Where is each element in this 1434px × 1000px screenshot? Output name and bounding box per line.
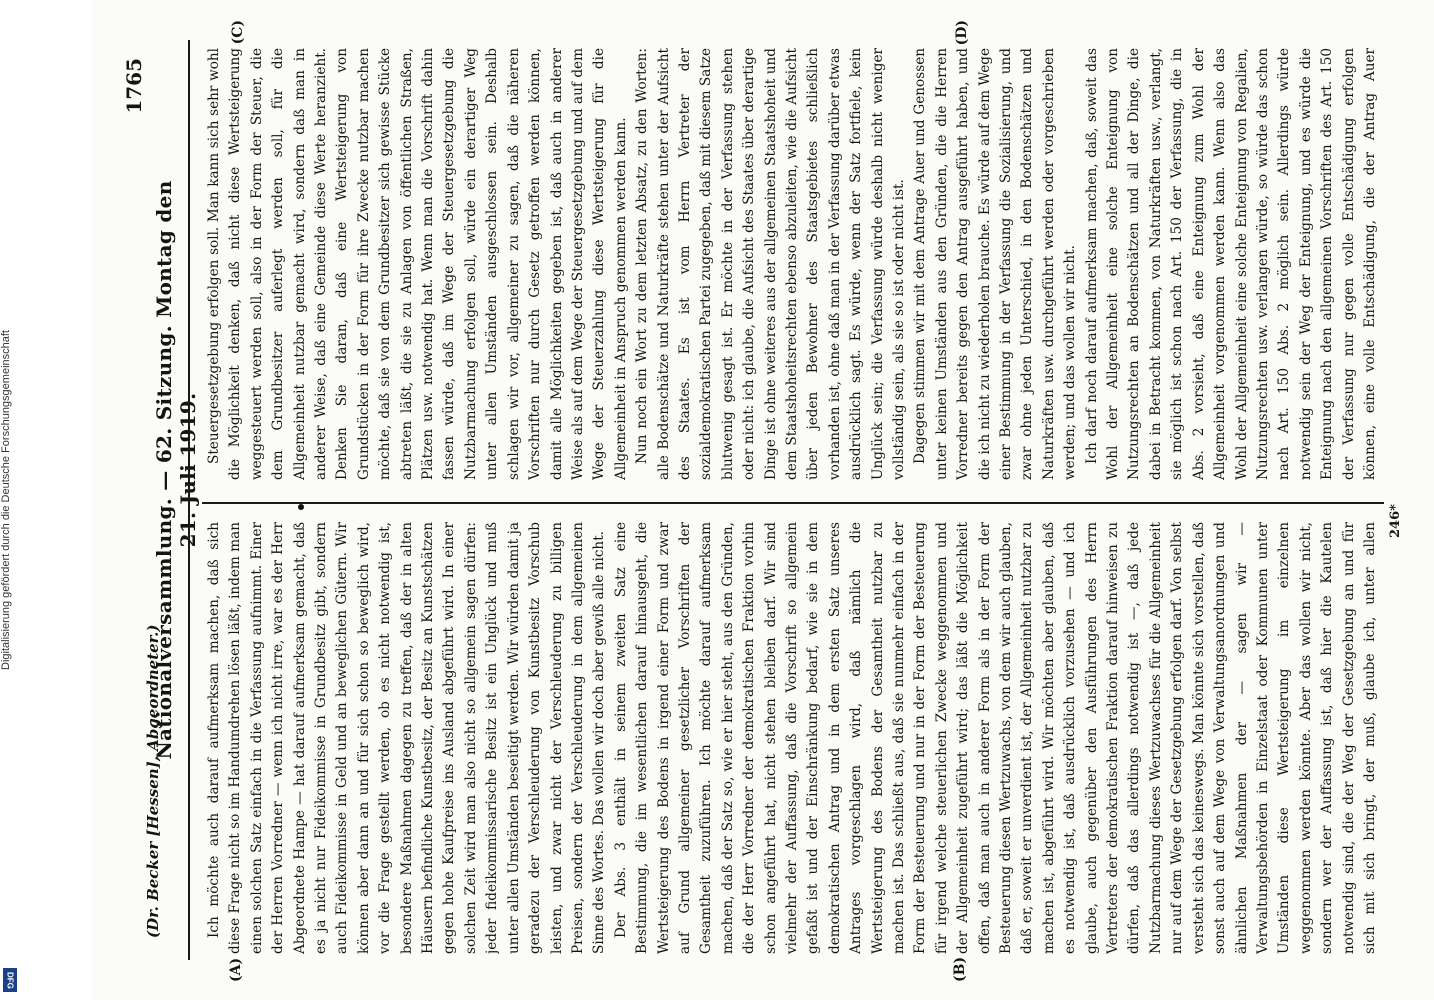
right-column-paragraph: Nun noch ein Wort zu dem letzten Absatz, zu den Worten: alle Bodenschätze und Naturkräfte stehen unter der Aufsicht des Staates. Es ist vom Herrn Vertreter der sozialdemokratischen Partei zugegeben, daß mit diesem Satze blutwenig gesagt ist. Er möchte in der Verfassung stehen oder nicht: ich glaube, die Aufsicht des Staates über derartige Dinge ist ohne weiteres aus der allgemeinen Staatshoheit und dem Staatshoheitsrechten ebenso abzuleiten, wie die Aufsicht über jeden Bewohner des Staatsgebietes schließlich vorhanden ist, ohne daß man in der Verfassung darüber etwas ausdrücklich sagt. Es würde, wenn der Satz fortfiele, kein Unglück sein; die Verfassung würde deshalb nicht weniger vollständig sein, als sie so ist oder nicht ist. (634, 48, 907, 480)
right-column-paragraph: Ich darf noch darauf aufmerksam machen, daß, soweit das Wohl der Allgemeinheit eine solche Enteignung von Nutzungsrechten an Bodenschätzen und all der Dinge, die dabei in Betracht kommen, von Naturkräften usw., verlangt, sie möglich ist schon nach Art. 150 der Verfassung, die in Abs. 2 vorsieht, daß eine Enteignung zum Wohl der Allgemeinheit vorgenommen werden kann. Wenn also das Wohl der Allgemeinheit eine solche Enteignung von Regalien, Nutzungsrechten usw. verlangen würde, so würde das schon nach Art. 150 Abs. 2 möglich sein. Allerdings würde notwendig sein der Weg der Enteignung, und es würde die Enteignung nach den allgemeinen Vorschriften des Art. 150 der Verfassung nur gegen volle Entschädigung erfolgen können, eine volle Entschädigung, die der Antrag Auer (1083, 48, 1378, 480)
document-page (92, 0, 1434, 1000)
margin-mark-a: (A) (228, 957, 244, 982)
left-column-paragraph: Ich möchte auch darauf aufmerksam machen, daß sich diese Frage nicht so im Handumdrehen lösen läßt, indem man einen solchen Satz einfach in die Verfassung aufnimmt. Einer der Herren Vorredner — wenn ich nicht irre, war es der Herr Abgeordnete Hampe — hat darauf aufmerksam gemacht, daß es ja nicht nur Fideikommisse in Grundbesitz gibt, sondern auch Fideikommisse in Geld und an beweglichen Gütern. Wir können aber dann an und für sich schon so beweglich wird, vor die Frage gestellt werden, ob es nicht notwendig ist, besondere Maßnahmen dagegen zu treffen, daß der in alten Häusern befindliche Kunstbesitz, der Besitz an Kunstschätzen gegen hohe Kaufpreise ins Ausland abgeführt wird. In einer solchen Zeit wird man also nicht so allgemein sagen dürfen: jeder fideikommissarische Besitz ist ein Unglück und muß unter allen Umständen beseitigt werden. Wir würden damit ja geradezu der Verschleuderung von Kunstbesitz Vorschub leisten, und zwar nicht der Verschleuderung zu billigen Preisen, sondern der Verschleuderung in dem allgemeinen Sinne des Wortes. Das wollen wir doch aber gewiß alle nicht. (206, 522, 608, 954)
digitization-note-text: Digitalisierung gefördert durch die Deutsche Forschungsgemeinschaft (0, 330, 12, 670)
margin-mark-b: (B) (952, 956, 968, 982)
scanned-page-viewport (92, 0, 1434, 1000)
right-column-paragraph: Dagegen stimmen wir mit dem Antrage Auer und Genossen unter keinen Umständen aus den Gründen, die die Herren Vorredner bereits gegen den Antrag ausgeführt haben, und die ich nicht zu wiederholen brauche. Es würde auf dem Wege einer Bestimmung in der Verfassung die Sozialisierung, und zwar ohne jeden Unterschied, in den Bodenschätzen und Naturkräften usw. durchgeführt werden oder vorgeschrieben werden; und das wollen wir nicht. (912, 48, 1079, 480)
right-text-column (204, 48, 1384, 480)
right-column-paragraph: Steuergesetzgebung erfolgen soll. Man kann sich sehr wohl die Möglichkeit denken, daß nicht diese Wertsteigerung weggesteuert werden soll, also in der Form der Steuer, die dem Grundbesitzer auferlegt werden soll, für die Allgemeinheit nutzbar gemacht wird, sondern daß man in anderer Weise, daß eine Gemeinde diese Werte heranzieht. Denken Sie daran, daß eine Wertsteigerung von Grundstücken in der Form für ihre Zwecke nutzbar machen möchte, daß sie von dem Grundbesitzer sich gewisse Stücke abtreten läßt, die sie zu Anlagen von öffentlichen Straßen, Plätzen usw. notwendig hat. Wenn man die Vorschrift dahin fassen würde, daß im Wege der Steuergesetzgebung die Nutzbarmachung erfolgen soll, würde ein derartiger Weg unter allen Umständen ausgeschlossen sein. Deshalb schlagen wir vor, allgemeiner zu sagen, daß die näheren Vorschriften nur durch Gesetz getroffen werden können, damit alle Möglichkeiten gegeben ist, daß auch in anderer Weise als auf dem Wege der Steuergesetzgebung und auf dem Wege der Steuerzahlung diese Wertsteigerung für die Allgemeinheit in Anspruch genommen werden kann. (206, 48, 629, 480)
sheet-signature: 246* (1388, 504, 1403, 538)
margin-mark-d: (D) (954, 20, 970, 46)
column-divider (202, 502, 1384, 504)
page-title: Nationalversammlung. — 62. Sitzung. Montag den 21. Juli 1919. (152, 180, 200, 760)
page-header (92, 0, 200, 1000)
margin-mark-c: (C) (230, 20, 246, 45)
column-bullet (298, 504, 304, 510)
header-rule (188, 40, 190, 960)
left-column-paragraph: Der Abs. 3 enthält in seinem zweiten Satz eine Bestimmung, die im wesentlichen darauf hinausgeht, die Wertsteigerung des Bodens in irgend einer Form und zwar auf Grund allgemeiner gesetzlicher Vorschriften der Gesamtheit zuzuführen. Ich möchte darauf aufmerksam machen, daß der Satz so, wie er hier steht, aus den Gründen, die der Herr Vorredner der demokratischen Fraktion vorhin schon angeführt hat, nicht stehen bleiben darf. Wir sind vielmehr der Auffassung, daß die Vorschrift so allgemein gefaßt ist und der Einschränkung bedarf, wie sie in dem demokratischen Antrag und in dem ersten Satz unseres Antrages vorgeschlagen wird, daß nämlich die Wertsteigerung des Bodens der Gesamtheit nutzbar zu machen ist. Das schließt aus, daß sie nunmehr einfach in der Form der Besteuerung und nur in der Form der Besteuerung für irgend welche steuerlichen Zwecke weggenommen und der Allgemeinheit zugeführt wird; das läßt die Möglichkeit offen, daß man auch in anderer Form als in der Form der Besteuerung diesen Wertzuwachs, von dem wir auch glauben, daß er, soweit er unverdient ist, der Allgemeinheit nutzbar zu machen ist, abgeführt wird. Wir möchten aber glauben, daß es notwendig ist, daß ausdrücklich vorzusehen — und ich glaube, auch gegenüber den Ausführungen des Herrn Vertreters der demokratischen Fraktion darauf hinweisen zu dürfen, daß das allerdings notwendig ist —, daß jede Nutzbarmachung dieses Wertzuwachses für die Allgemeinheit nur auf dem Wege der Gesetzgebung erfolgen darf. Von selbst versteht sich das keineswegs. Man könnte sich vorstellen, daß sonst auch auf dem Wege von Verwaltungsanordnungen und ähnlichen Maßnahmen der — sagen wir — Verwaltungsbehörden in Einzelstaat oder Kommunen unter Umständen diese Wertsteigerung im einzelnen weggenommen werden könnte. Aber das wollen wir nicht, sondern wer der Auffassung ist, daß hier die Kautelen notwendig sind, die der Weg der Gesetzgebung an und für sich mit sich bringt, der muß, glaube ich, unter allen (612, 522, 1378, 954)
dfg-logo: DFG (3, 968, 17, 992)
speaker-running-head: (Dr. Becker [Hessen], Abgeordneter.) (144, 624, 162, 938)
page-number: 1765 (122, 58, 146, 114)
left-text-column (204, 522, 1384, 954)
digitization-note (0, 0, 20, 1000)
